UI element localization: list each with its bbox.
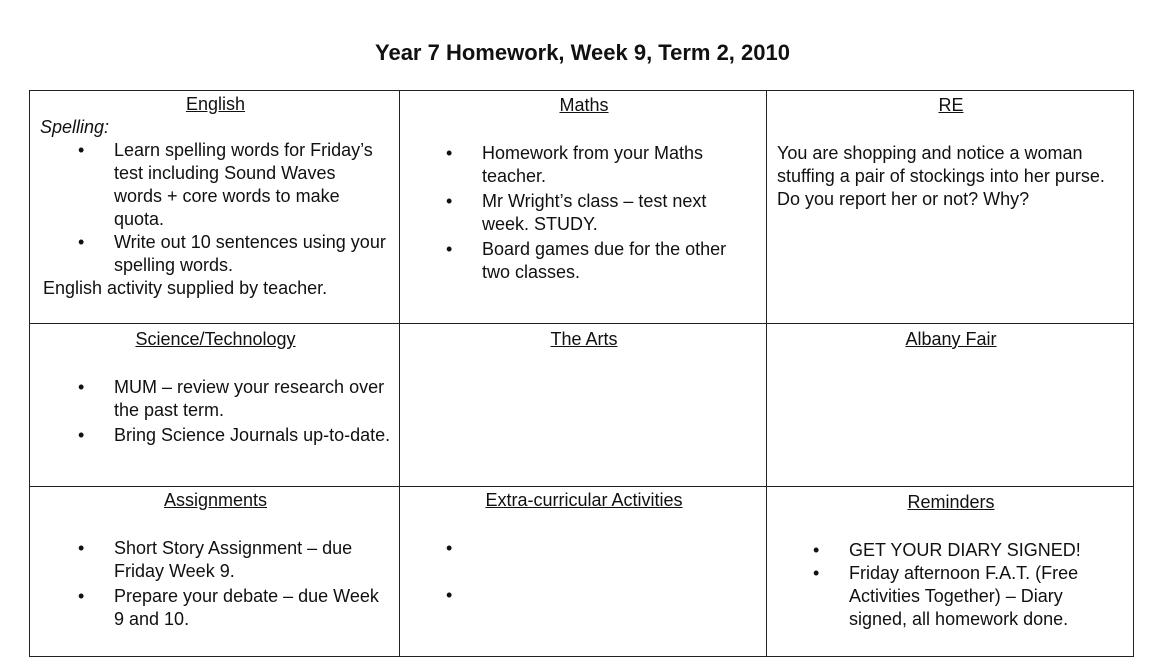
list-item: • Short Story Assignment – due Friday Week 9.	[114, 537, 391, 583]
english-heading: English	[185, 94, 246, 114]
extra-cell	[400, 487, 767, 657]
english-footer: English activity supplied by teacher.	[43, 278, 328, 298]
table-row	[30, 487, 1134, 657]
list-item: • Prepare your debate – due Week 9 and 10.	[114, 585, 391, 631]
maths-cell	[400, 91, 767, 324]
english-cell	[30, 91, 400, 324]
science-heading: Science/Technology	[135, 329, 296, 349]
arts-heading: The Arts	[550, 329, 618, 349]
list-item	[482, 537, 758, 560]
maths-heading: Maths	[559, 95, 609, 115]
maths-list	[410, 142, 758, 284]
list-item: • Write out 10 sentences using your spelling words.	[114, 231, 391, 277]
list-item: • GET YOUR DIARY SIGNED!	[849, 539, 1125, 562]
list-item: • MUM – review your research over the past term.	[114, 376, 391, 422]
arts-cell	[400, 324, 767, 487]
list-item	[482, 584, 758, 607]
list-item: • Homework from your Maths teacher.	[482, 142, 758, 188]
science-list	[40, 376, 391, 447]
spelling-subheading: Spelling:	[40, 117, 110, 137]
assignments-heading: Assignments	[163, 490, 268, 510]
assignments-cell	[30, 487, 400, 657]
albany-cell	[767, 324, 1134, 487]
homework-table	[29, 90, 1134, 657]
extra-heading: Extra-curricular Activities	[485, 490, 683, 510]
english-list	[40, 139, 391, 277]
reminders-heading: Reminders	[907, 492, 995, 512]
list-item: • Mr Wright’s class – test next week. STUDY.	[482, 190, 758, 236]
list-item: • Friday afternoon F.A.T. (Free Activities Together) – Diary signed, all homework done.	[849, 562, 1125, 631]
science-cell	[30, 324, 400, 487]
table-row	[30, 324, 1134, 487]
page-title: Year 7 Homework, Week 9, Term 2, 2010	[375, 40, 790, 65]
list-item: • Board games due for the other two classes.	[482, 238, 758, 284]
re-cell	[767, 91, 1134, 324]
list-item: • Learn spelling words for Friday’s test including Sound Waves words + core words to make quota.	[114, 139, 391, 231]
extra-list	[410, 537, 758, 607]
reminders-list	[777, 539, 1125, 631]
re-text: You are shopping and notice a woman stuffing a pair of stockings into her purse. Do you report her or not? Why?	[777, 143, 1105, 209]
assignments-list	[40, 537, 391, 631]
re-heading: RE	[938, 95, 964, 115]
table-row	[30, 91, 1134, 324]
list-item: • Bring Science Journals up-to-date.	[114, 424, 391, 447]
reminders-cell	[767, 487, 1134, 657]
albany-heading: Albany Fair	[905, 329, 997, 349]
